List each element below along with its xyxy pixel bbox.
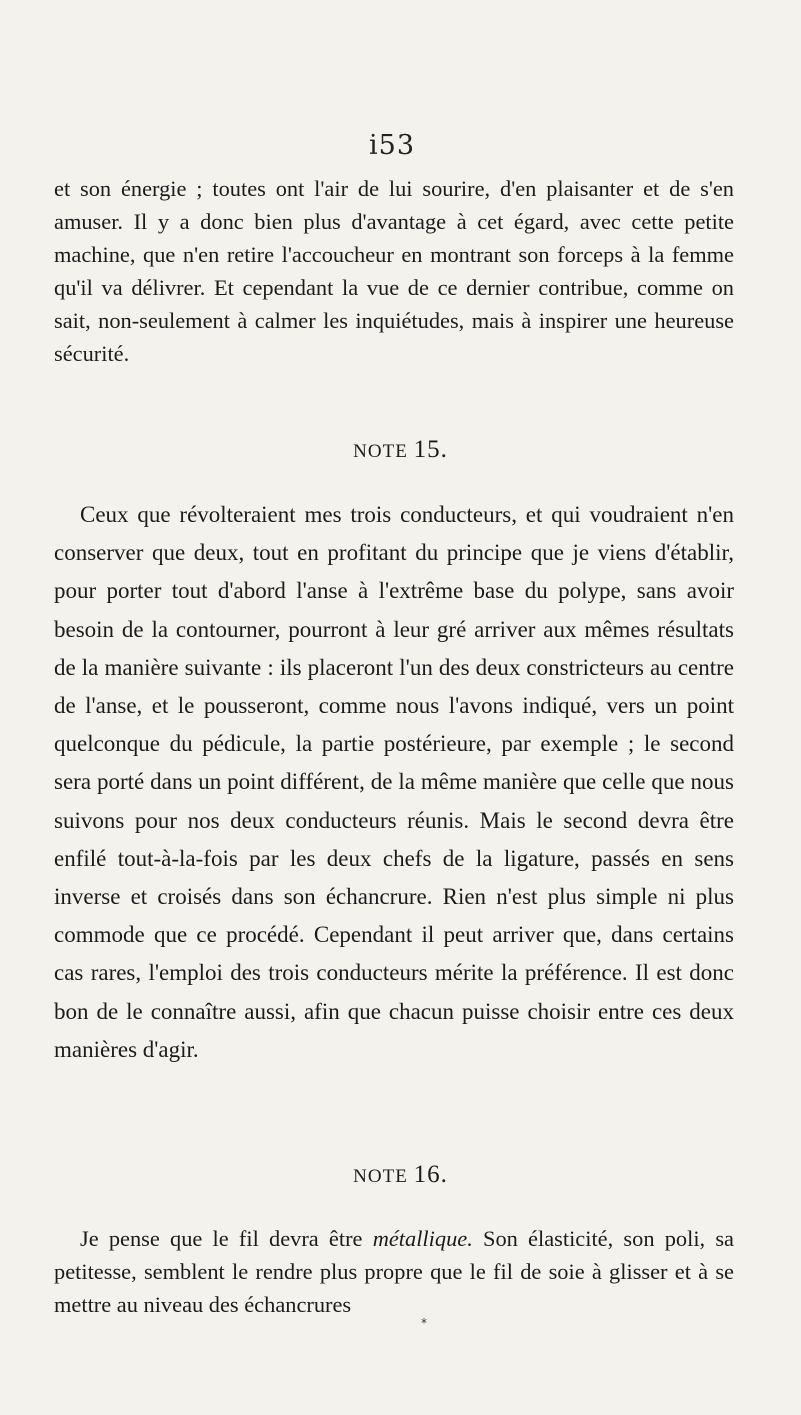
note-16-text-start: Je pense que le fil devra être [80, 1226, 373, 1251]
note-16-heading [0, 1161, 801, 1189]
note-16-text-end: Son élasticité, son poli, sa petitesse, semblent le rendre plus propre que le fil de soie à glisser et à se mettre au niveau des échancrures [54, 1226, 734, 1317]
note-15-number: 15. [413, 436, 448, 463]
note-15-label: NOTE [353, 441, 408, 462]
signature-mark: * [421, 1316, 427, 1330]
paragraph-continuation: et son énergie ; toutes ont l'air de lui sourire, d'en plaisanter et de s'en amuser. Il y a donc bien plus d'avantage à cet égard, avec cette petite machine, que n'en retire l'accoucheur en montrant son forceps à la femme qu'il va délivrer. Et cependant la vue de ce dernier contribue, comme on sait, non-seulement à calmer les inquiétudes, mais à inspirer une heureuse sécurité. [54, 176, 734, 366]
note-16-italic-term: métallique. [372, 1226, 473, 1251]
note-15-text: Ceux que révolteraient mes trois conducteurs, et qui voudraient n'en conserver que deux, tout en profitant du principe que je viens d'établir, pour porter tout d'abord l'anse à l'extrême base du polype, sans avoir besoin de la contourner, pourront à leur gré arriver aux mêmes résultats de la manière suivante : ils placeront l'un des deux constricteurs au centre de l'anse, et le pousseront, comme nous l'avons indiqué, vers un point quelconque du pédicule, la partie postérieure, par exemple ; le second sera porté dans un point différent, de la même manière que celle que nous suivons pour nos deux conducteurs réunis. Mais le second devra être enfilé tout-à-la-fois par les deux chefs de la ligature, passés en sens inverse et croisés dans son échancrure. Rien n'est plus simple ni plus commode que ce procédé. Cependant il peut arriver que, dans certains cas rares, l'emploi des trois conducteurs mérite la préférence. Il est donc bon de le connaître aussi, afin que chacun puisse choisir entre ces deux manières d'agir. [54, 502, 734, 1062]
note-15-heading [0, 436, 801, 464]
note-16-paragraph [54, 1222, 734, 1321]
note-16-number: 16. [413, 1161, 448, 1188]
note-15-paragraph [54, 496, 734, 1069]
page-number: i53 [369, 130, 415, 161]
note-16-label: NOTE [353, 1166, 408, 1187]
